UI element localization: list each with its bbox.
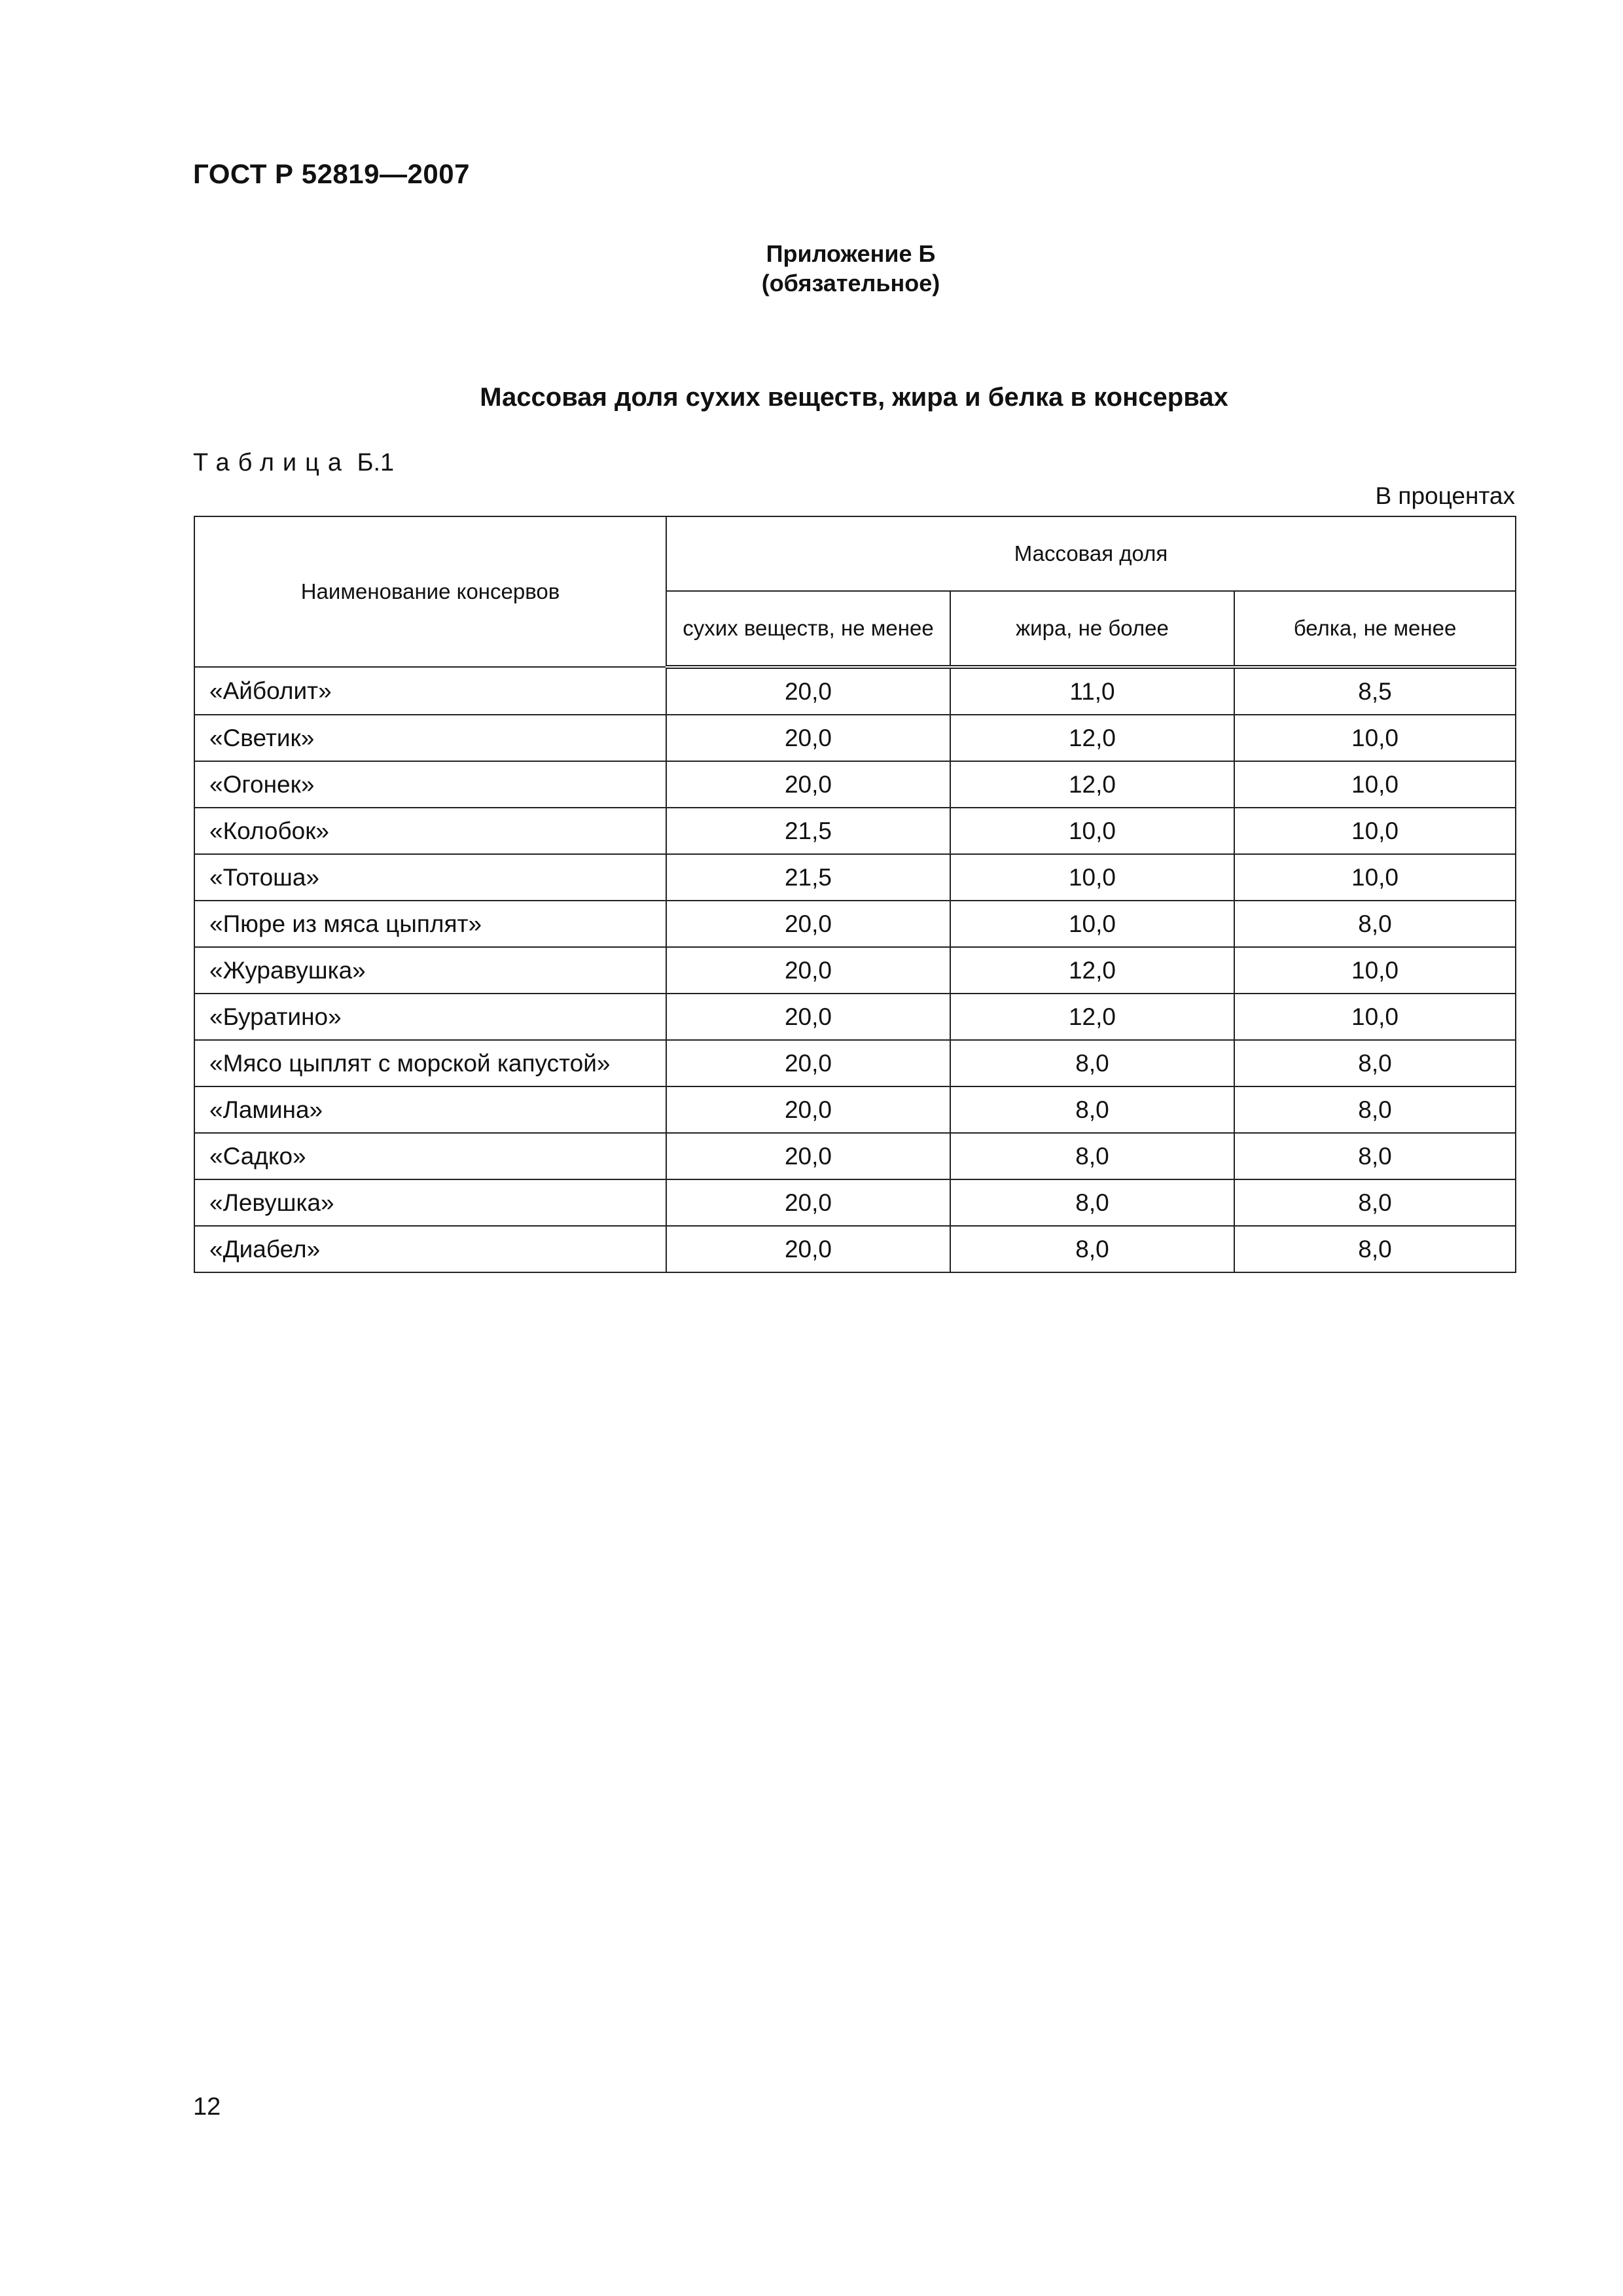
- cell-protein: 10,0: [1234, 808, 1516, 854]
- cell-name: «Левушка»: [194, 1179, 666, 1226]
- table-row: [194, 1226, 1516, 1272]
- cell-fat: 12,0: [950, 994, 1234, 1040]
- cell-dry-matter: 20,0: [666, 901, 950, 947]
- cell-fat: 8,0: [950, 1133, 1234, 1179]
- cell-fat: 11,0: [950, 667, 1234, 715]
- cell-protein: 8,0: [1234, 901, 1516, 947]
- cell-fat: 10,0: [950, 854, 1234, 901]
- data-table: [194, 516, 1516, 1273]
- document-code: ГОСТ Р 52819—2007: [193, 158, 470, 189]
- cell-dry-matter: 20,0: [666, 1133, 950, 1179]
- table-row: [194, 1133, 1516, 1179]
- table-row: [194, 1086, 1516, 1133]
- cell-name: «Пюре из мяса цыплят»: [194, 901, 666, 947]
- cell-protein: 8,0: [1234, 1040, 1516, 1086]
- cell-protein: 10,0: [1234, 947, 1516, 994]
- cell-name: «Огонек»: [194, 761, 666, 808]
- cell-fat: 8,0: [950, 1226, 1234, 1272]
- page-number: 12: [193, 2093, 221, 2121]
- cell-protein: 10,0: [1234, 715, 1516, 761]
- cell-dry-matter: 21,5: [666, 808, 950, 854]
- header-name: Наименование консервов: [194, 516, 666, 667]
- cell-protein: 10,0: [1234, 854, 1516, 901]
- cell-dry-matter: 20,0: [666, 667, 950, 715]
- cell-fat: 12,0: [950, 947, 1234, 994]
- table-caption-word: Таблица: [193, 449, 350, 476]
- appendix-title: Приложение Б: [766, 240, 936, 267]
- cell-dry-matter: 20,0: [666, 1226, 950, 1272]
- page-title: Массовая доля сухих веществ, жира и белка в консервах: [480, 383, 1228, 412]
- table-row: [194, 1179, 1516, 1226]
- table-units: В процентах: [1375, 482, 1515, 509]
- cell-protein: 10,0: [1234, 761, 1516, 808]
- cell-fat: 8,0: [950, 1179, 1234, 1226]
- table-body: [194, 667, 1516, 1272]
- cell-name: «Айболит»: [194, 667, 666, 715]
- table-row: [194, 1040, 1516, 1086]
- table-row: [194, 667, 1516, 715]
- cell-name: «Журавушка»: [194, 947, 666, 994]
- header-fat: жира, не более: [950, 591, 1234, 667]
- cell-fat: 10,0: [950, 901, 1234, 947]
- table-caption: [193, 449, 394, 477]
- cell-name: «Садко»: [194, 1133, 666, 1179]
- table-row: [194, 901, 1516, 947]
- table-row: [194, 715, 1516, 761]
- cell-name: «Буратино»: [194, 994, 666, 1040]
- cell-fat: 12,0: [950, 761, 1234, 808]
- cell-dry-matter: 20,0: [666, 994, 950, 1040]
- table-row: [194, 947, 1516, 994]
- cell-dry-matter: 20,0: [666, 947, 950, 994]
- table-caption-number: Б.1: [357, 449, 395, 476]
- cell-dry-matter: 20,0: [666, 1040, 950, 1086]
- cell-fat: 10,0: [950, 808, 1234, 854]
- cell-dry-matter: 20,0: [666, 761, 950, 808]
- cell-dry-matter: 20,0: [666, 1086, 950, 1133]
- table-header: [194, 516, 1516, 667]
- cell-protein: 8,0: [1234, 1179, 1516, 1226]
- cell-dry-matter: 20,0: [666, 715, 950, 761]
- cell-fat: 8,0: [950, 1040, 1234, 1086]
- cell-protein: 8,0: [1234, 1133, 1516, 1179]
- cell-dry-matter: 20,0: [666, 1179, 950, 1226]
- cell-name: «Светик»: [194, 715, 666, 761]
- cell-name: «Ламина»: [194, 1086, 666, 1133]
- cell-protein: 8,0: [1234, 1226, 1516, 1272]
- cell-protein: 10,0: [1234, 994, 1516, 1040]
- cell-dry-matter: 21,5: [666, 854, 950, 901]
- cell-name: «Мясо цыплят с морской капустой»: [194, 1040, 666, 1086]
- appendix-status: (обязательное): [761, 270, 940, 296]
- header-dry-matter: сухих веществ, не менее: [666, 591, 950, 667]
- cell-name: «Колобок»: [194, 808, 666, 854]
- table-row: [194, 808, 1516, 854]
- header-mass-fraction: Массовая доля: [666, 516, 1516, 591]
- cell-fat: 8,0: [950, 1086, 1234, 1133]
- cell-name: «Диабел»: [194, 1226, 666, 1272]
- cell-fat: 12,0: [950, 715, 1234, 761]
- table-row: [194, 994, 1516, 1040]
- table-row: [194, 761, 1516, 808]
- cell-protein: 8,0: [1234, 1086, 1516, 1133]
- cell-name: «Тотоша»: [194, 854, 666, 901]
- cell-protein: 8,5: [1234, 667, 1516, 715]
- header-protein: белка, не менее: [1234, 591, 1516, 667]
- table-row: [194, 854, 1516, 901]
